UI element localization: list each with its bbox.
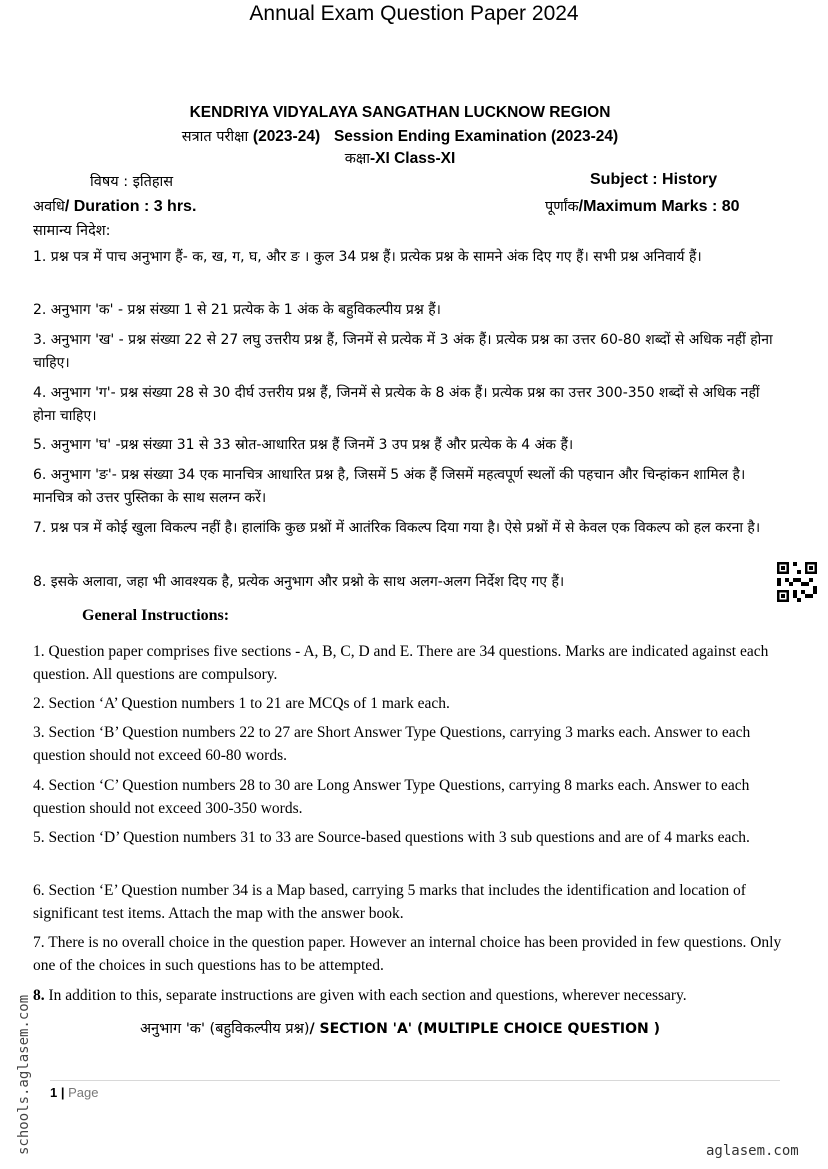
english-instruction-4: 4. Section ‘C’ Question numbers 28 to 30 are Long Answer Type Questions, carrying 8 marks each. Answer to each question should not exceed 300-350 words.	[33, 777, 750, 817]
instruction-8-number: 8.	[33, 987, 45, 1004]
duration	[33, 196, 196, 216]
general-instructions-title: General Instructions:	[82, 607, 230, 624]
footer-divider	[50, 1080, 780, 1081]
page-footer	[50, 1085, 99, 1100]
brand-watermark: aglasem.com	[706, 1143, 799, 1159]
hindi-instruction-6: 6. अनुभाग 'ङ'- प्रश्न संख्या 34 एक मानचित्र आधारित प्रश्न है, जिसमें 5 अंक हैं जिसमें महत्वपूर्ण स्थलों की पहचान और चिन्हांकन शामिल है। मानचित्र को उत्तर पुस्तिका के साथ सलग्न करें।	[33, 467, 746, 506]
class-line	[0, 148, 800, 168]
session-english: Session Ending Examination (2023-24)	[333, 128, 619, 145]
footer-separator: |	[60, 1085, 65, 1100]
english-instruction-6: 6. Section ‘E’ Question number 34 is a Map based, carrying 5 marks that includes the identification and location of significant test items. Attach the map with the answer book.	[33, 882, 746, 922]
hindi-instruction-1: 1. प्रश्न पत्र में पाच अनुभाग हैं- क, ख, ग, घ, और ङ । कुल 34 प्रश्न हैं। प्रत्येक प्रश्न के सामने अंक दिए गए हैं। सभी प्रश्न अनिवार्य हैं।	[33, 249, 702, 265]
general-instructions-hindi-title: सामान्य निदेश:	[33, 223, 111, 239]
page-label: Page	[68, 1085, 99, 1100]
class-hindi: कक्षा	[344, 151, 370, 167]
class-english: -XI Class-XI	[370, 150, 456, 167]
hindi-instruction-4: 4. अनुभाग 'ग'- प्रश्न संख्या 28 से 30 दीर्घ उत्तरीय प्रश्न हैं, जिनमें से प्रत्येक के 8 अंक हैं। प्रत्येक प्रश्न का उत्तर 300-350 शब्दों से अधिक नहीं होना चाहिए।	[33, 385, 760, 424]
duration-hindi: अवधि	[33, 199, 65, 215]
english-instruction-3: 3. Section ‘B’ Question numbers 22 to 27 are Short Answer Type Questions, carrying 3 marks each. Answer to each question should not exceed 60-80 words.	[33, 724, 751, 764]
english-instruction-1: 1. Question paper comprises five sections - A, B, C, D and E. There are 34 questions. Marks are indicated against each question. All questions are compulsory.	[33, 643, 769, 683]
section-a-english: / SECTION 'A' (MULTIPLE CHOICE QUESTION )	[309, 1021, 661, 1037]
qr-code-icon	[777, 562, 817, 602]
hindi-instruction-3: 3. अनुभाग 'ख' - प्रश्न संख्या 22 से 27 लघु उत्तरीय प्रश्न हैं, जिनमें से प्रत्येक में 3 अंक हैं। प्रत्येक प्रश्न का उत्तर 60-80 शब्दों से अधिक नहीं होना चाहिए।	[33, 332, 773, 371]
marks-hindi: पूर्णांक	[545, 199, 579, 215]
hindi-instruction-7: 7. प्रश्न पत्र में कोई खुला विकल्प नहीं है। हालांकि कुछ प्रश्नों में आतंरिक विकल्प दिया गया है। ऐसे प्रश्नों में से केवल एक विकल्प को हल करना है।	[33, 520, 761, 536]
subject-hindi: विषय : इतिहास	[90, 174, 174, 190]
hindi-instruction-5: 5. अनुभाग 'घ' -प्रश्न संख्या 31 से 33 स्रोत-आधारित प्रश्न हैं जिनमें 3 उप प्रश्न हैं और प्रत्येक के 4 अंक हैं।	[33, 437, 574, 453]
english-instruction-7: 7. There is no overall choice in the question paper. However an internal choice has been provided in few questions. Only one of the choices in such questions has to be attempted.	[33, 934, 782, 974]
instruction-8-text: In addition to this, separate instructions are given with each section and questions, wherever necessary.	[44, 987, 687, 1004]
english-instruction-5: 5. Section ‘D’ Question numbers 31 to 33 are Source-based questions with 3 sub questions and are of 4 marks each.	[33, 829, 750, 846]
section-a-heading	[0, 1018, 800, 1038]
hindi-instruction-8: 8. इसके अलावा, जहा भी आवश्यक है, प्रत्येक अनुभाग और प्रश्नो के साथ अलग-अलग निर्देश दिए गए हैं।	[33, 574, 565, 590]
side-watermark: schools.aglasem.com	[16, 994, 32, 1155]
subject-english: Subject : History	[590, 171, 718, 188]
session-year: (2023-24)	[252, 128, 321, 145]
page-number: 1	[50, 1085, 58, 1100]
session-hindi: सत्रात परीक्षा	[181, 129, 249, 145]
organization-title: KENDRIYA VIDYALAYA SANGATHAN LUCKNOW REGION	[189, 104, 611, 121]
hindi-instruction-2: 2. अनुभाग 'क' - प्रश्न संख्या 1 से 21 प्रत्येक के 1 अंक के बहुविकल्पीय प्रश्न हैं।	[33, 302, 441, 318]
english-instruction-2: 2. Section ‘A’ Question numbers 1 to 21 are MCQs of 1 mark each.	[33, 695, 450, 712]
marks-english: /Maximum Marks : 80	[578, 198, 740, 215]
english-instruction-8	[33, 985, 783, 1008]
maximum-marks	[545, 196, 740, 216]
session-line	[0, 126, 800, 146]
section-a-hindi: अनुभाग 'क' (बहुविकल्पीय प्रश्न)	[139, 1021, 310, 1037]
page-header: Annual Exam Question Paper 2024	[249, 2, 579, 25]
duration-english: / Duration : 3 hrs.	[64, 198, 197, 215]
